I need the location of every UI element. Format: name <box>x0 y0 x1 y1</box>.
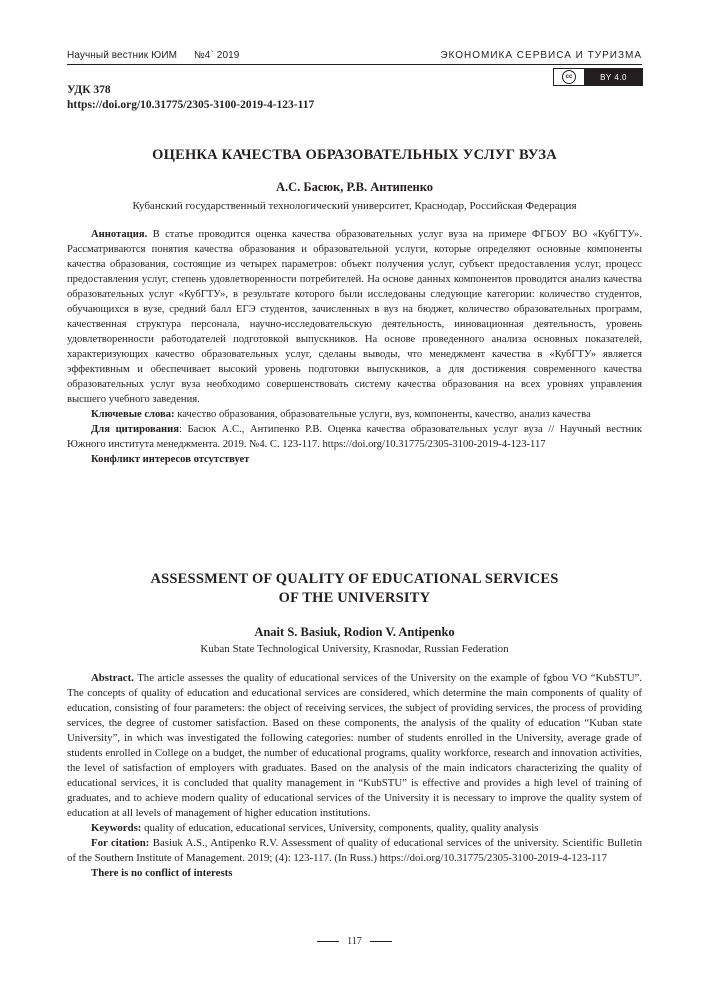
footer-dash-right <box>370 941 392 942</box>
journal-name: Научный вестник ЮИМ <box>67 50 178 61</box>
citation-text-ru: : Басюк А.С., Антипенко Р.В. Оценка качества образовательных услуг вуза // Научный вестник Южного института менеджмента. 2019. №4. С. 123-117. https://doi.org/10.31775/2305-3100-2019-4-123-117 <box>67 424 642 450</box>
section-name: ЭКОНОМИКА СЕРВИСА И ТУРИЗМА <box>440 50 642 61</box>
abstract-text-ru: В статье проводится оценка качества образовательных услуг вуза на примере ФГБОУ ВО «КубГТУ». Рассматриваются понятия качества образования и образовательной услуги, которые определяют основные компоненты качества образования, состоящие из четырех параметров: объект получения услуг, субъект предоставления услуг, процесс предоставления услуг, степень удовлетворенности потребителей. На основе данных компонентов проводится анализ качества образовательных услуг «КубГТУ», в результате которого были исследованы следующие категории: количество студентов, обучающихся в вузе, средний балл ЕГЭ студентов, зачисленных в вуз на бюджет, количество образовательных программ, качественная структура персонала, научно-исследовательскую деятельность, инновационная деятельность, уровень удовлетворенности работодателей подготовкой выпускников. На основе проведенного анализа основных показателей, характеризующих качество образовательных услуг, сделаны выводы, что менеджмент качества в «КубГТУ» является эффективным и обеспечивает высокий уровень подготовки выпускников, а для достижения современного качества образовательных услуг вуза необходимо совершенствовать систему качества образования на всех уровнях управления высшего учебного заведения. <box>67 229 642 405</box>
issue-number: №4` 2019 <box>193 50 240 61</box>
citation-text-en: Basiuk A.S., Antipenko R.V. Assessment of quality of educational services of the university. Scientific Bulletin of the Southern Institute of Management. 2019; (4): 123-117. (In Russ.) https://doi.org/10.31775/2305-3100-2019-4-123-117 <box>67 837 643 864</box>
keywords-ru <box>67 407 642 422</box>
affiliation-en: Kuban State Technological University, Krasnodar, Russian Federation <box>200 643 509 655</box>
header-divider <box>67 64 642 65</box>
abstract-en <box>67 671 642 821</box>
keywords-text-ru: качество образования, образовательные услуги, вуз, компоненты, качество, анализ качества <box>174 409 591 420</box>
keywords-label-en: Keywords: <box>91 822 142 834</box>
article-meta <box>67 83 314 113</box>
footer-dash-left <box>317 941 339 942</box>
abstract-block-en <box>67 671 642 881</box>
keywords-text-en: quality of education, educational services, University, components, quality, quality analysis <box>141 822 539 834</box>
abstract-text-en: The article assesses the quality of educational services of the University on the example of fgbou VO “KubSTU”. The concepts of quality of education and educational services are considered, which determine the main components of quality of education, consisting of four parameters: the object of receiving services, the subject of providing services, the process of providing services, the degree of customer satisfaction. Based on these components, the analysis of the quality of education “Kuban state University”, in which was investigated the following categories: number of students enrolled in the University, average grade of students enrolled in College on a budget, the number of educational programs, quality workforce, research and innovation activities, the level of satisfaction of employers with graduates. Based on the analysis of the main indicators characterizing the quality of educational services, it is concluded that quality management in “KubSTU” is effective and provides a high level of training of graduates, and to achieve modern quality of educational services of the University it is necessary to improve the quality system of education at all levels of management of higher education institutions. <box>67 672 642 819</box>
abstract-label-en: Abstract. <box>91 672 134 684</box>
abstract-label-ru: Аннотация. <box>91 229 148 240</box>
title-en-line2: OF THE UNIVERSITY <box>278 590 431 606</box>
page-footer <box>0 936 709 947</box>
license-label: BY 4.0 <box>585 69 642 85</box>
citation-label-ru: Для цитирования <box>91 424 179 435</box>
conflict-en: There is no conflict of interests <box>91 867 233 879</box>
authors-en: Anait S. Basiuk, Rodion V. Antipenko <box>254 625 455 639</box>
article-title-en <box>67 570 642 608</box>
article-title-ru: ОЦЕНКА КАЧЕСТВА ОБРАЗОВАТЕЛЬНЫХ УСЛУГ ВУЗА <box>152 147 557 163</box>
affiliation-ru: Кубанский государственный технологический университет, Краснодар, Российская Федерация <box>132 200 577 212</box>
udk-code: УДК 378 <box>67 84 111 96</box>
citation-ru <box>67 422 642 452</box>
citation-en <box>67 836 642 866</box>
title-en-line1: ASSESSMENT OF QUALITY OF EDUCATIONAL SERVICES <box>150 571 559 587</box>
keywords-label-ru: Ключевые слова: <box>91 409 175 420</box>
citation-label-en: For citation: <box>91 837 150 849</box>
abstract-block-ru <box>67 227 642 467</box>
abstract-ru <box>67 227 642 407</box>
cc-logo-icon: cc <box>554 69 585 85</box>
page-number: 117 <box>347 936 362 947</box>
running-header-left <box>67 50 239 61</box>
keywords-en <box>67 821 642 836</box>
doi-link[interactable]: https://doi.org/10.31775/2305-3100-2019-4-123-117 <box>67 99 315 111</box>
cc-license-badge <box>553 68 643 86</box>
authors-ru: А.С. Басюк, Р.В. Антипенко <box>275 180 434 194</box>
conflict-ru: Конфликт интересов отсутствует <box>91 454 250 465</box>
